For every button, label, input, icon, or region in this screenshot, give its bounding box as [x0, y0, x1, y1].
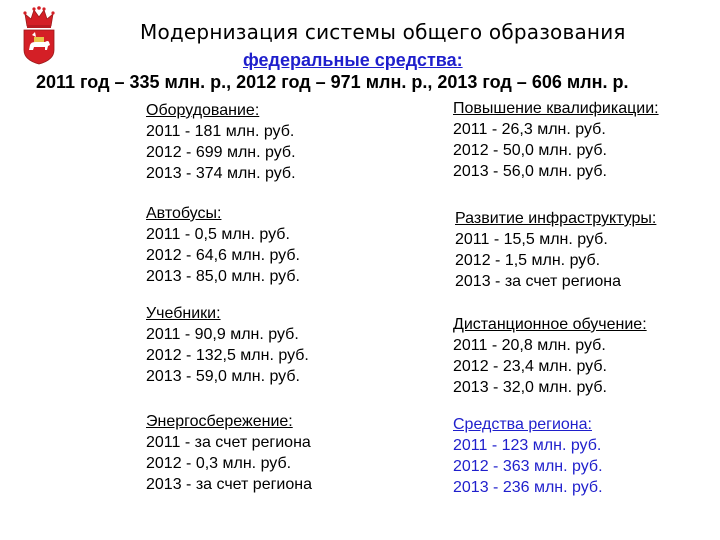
buses-line: 2013 - 85,0 млн. руб. [146, 268, 300, 285]
qualification-heading: Повышение квалификации: [453, 100, 659, 117]
infrastructure-line: 2013 - за счет региона [455, 273, 621, 290]
federal-totals: 2011 год – 335 млн. р., 2012 год – 971 млн. р., 2013 год – 606 млн. р. [36, 72, 629, 92]
infrastructure-section [455, 208, 656, 292]
equipment-section [146, 100, 296, 184]
equipment-heading: Оборудование: [146, 102, 260, 119]
buses-line: 2012 - 64,6 млн. руб. [146, 247, 300, 264]
infrastructure-line: 2012 - 1,5 млн. руб. [455, 252, 601, 269]
distance-learning-line: 2011 - 20,8 млн. руб. [453, 337, 606, 354]
qualification-line: 2011 - 26,3 млн. руб. [453, 121, 606, 138]
textbooks-heading: Учебники: [146, 305, 221, 322]
distance-learning-line: 2013 - 32,0 млн. руб. [453, 379, 607, 396]
energy-saving-heading: Энергосбережение: [146, 413, 293, 430]
qualification-line: 2013 - 56,0 млн. руб. [453, 163, 607, 180]
textbooks-line: 2013 - 59,0 млн. руб. [146, 368, 300, 385]
region-funds-line: 2013 - 236 млн. руб. [453, 479, 603, 496]
region-funds-heading: Средства региона: [453, 416, 592, 433]
textbooks-line: 2012 - 132,5 млн. руб. [146, 347, 309, 364]
federal-funds-subtitle: федеральные средства: [243, 50, 463, 70]
region-funds-line: 2011 - 123 млн. руб. [453, 437, 602, 454]
buses-line: 2011 - 0,5 млн. руб. [146, 226, 290, 243]
distance-learning-line: 2012 - 23,4 млн. руб. [453, 358, 607, 375]
distance-learning-heading: Дистанционное обучение: [453, 316, 647, 333]
qualification-line: 2012 - 50,0 млн. руб. [453, 142, 607, 159]
textbooks-line: 2011 - 90,9 млн. руб. [146, 326, 299, 343]
equipment-line: 2012 - 699 млн. руб. [146, 144, 296, 161]
infrastructure-heading: Развитие инфраструктуры: [455, 210, 657, 227]
qualification-section [453, 98, 659, 182]
page-title: Модернизация системы общего образования [140, 20, 626, 44]
buses-section [146, 203, 300, 287]
region-funds-section [453, 414, 603, 498]
energy-saving-line: 2012 - 0,3 млн. руб. [146, 455, 292, 472]
region-funds-line: 2012 - 363 млн. руб. [453, 458, 603, 475]
equipment-line: 2013 - 374 млн. руб. [146, 165, 296, 182]
buses-heading: Автобусы: [146, 205, 222, 222]
distance-learning-section [453, 314, 647, 398]
energy-saving-section [146, 411, 312, 495]
equipment-line: 2011 - 181 млн. руб. [146, 123, 295, 140]
energy-saving-line: 2011 - за счет региона [146, 434, 311, 451]
infrastructure-line: 2011 - 15,5 млн. руб. [455, 231, 608, 248]
coat-of-arms-icon [20, 4, 58, 66]
energy-saving-line: 2013 - за счет региона [146, 476, 312, 493]
textbooks-section [146, 303, 309, 387]
